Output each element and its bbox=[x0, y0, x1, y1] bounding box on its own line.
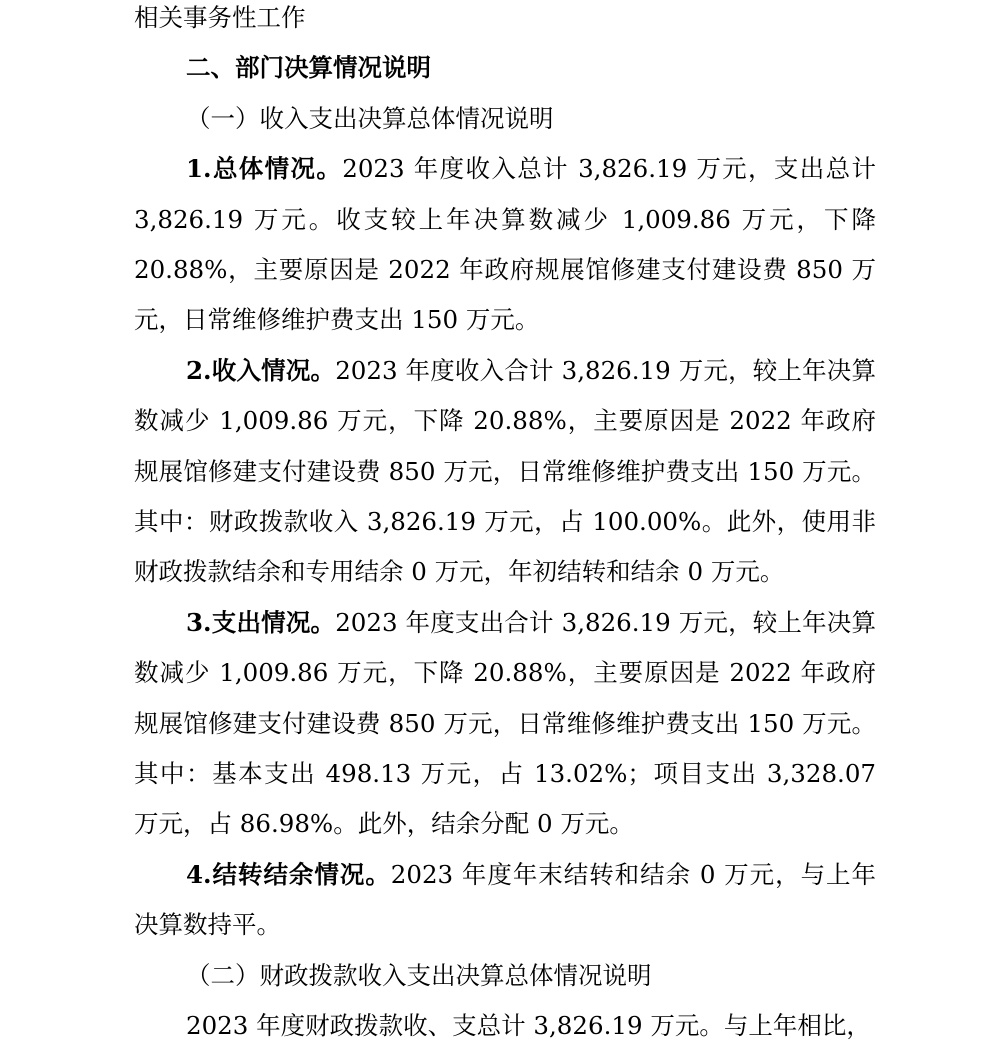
paragraph-carryover-lead: 4.结转结余情况。 bbox=[186, 859, 391, 889]
paragraph-fiscal bbox=[134, 1001, 876, 1051]
section-title: 二、部门决算情况说明 bbox=[186, 53, 431, 83]
paragraph-carryover-text: 2023 年度年末结转和结余 0 万元，与上年决算数持平。 bbox=[134, 859, 876, 940]
document-page bbox=[134, 0, 876, 1051]
paragraph-overall-lead: 1.总体情况。 bbox=[186, 154, 343, 184]
paragraph-overall-text: 2023 年度收入总计 3,826.19 万元，支出总计 3,826.19 万元。收支较上年决算数减少 1,009.86 万元，下降 20.88%，主要原因是 2022 年政府规展馆修建支付建设费 850 万元，日常维修维护费支出 150 万元。 bbox=[134, 154, 876, 335]
paragraph-expense-lead: 3.支出情况。 bbox=[186, 607, 336, 637]
paragraph-income-lead: 2.收入情况。 bbox=[186, 355, 336, 385]
paragraph-expense-text: 2023 年度支出合计 3,826.19 万元，较上年决算数减少 1,009.86 万元，下降 20.88%，主要原因是 2022 年政府规展馆修建支付建设费 850 万元，日常维修维护费支出 150 万元。其中：基本支出 498.13 万元，占 13.02%；项目支出 3,328.07 万元，占 86.98%。此外，结余分配 0 万元。 bbox=[134, 607, 876, 839]
paragraph-expense bbox=[134, 598, 876, 850]
subsection-1-title: （一）收入支出决算总体情况说明 bbox=[186, 103, 554, 133]
paragraph-overall bbox=[134, 144, 876, 346]
paragraph-income-text: 2023 年度收入合计 3,826.19 万元，较上年决算数减少 1,009.86 万元，下降 20.88%，主要原因是 2022 年政府规展馆修建支付建设费 850 万元，日常维修维护费支出 150 万元。其中：财政拨款收入 3,826.19 万元，占 100.00%。此外，使用非财政拨款结余和专用结余 0 万元，年初结转和结余 0 万元。 bbox=[134, 355, 876, 587]
paragraph-income bbox=[134, 346, 876, 598]
top-fragment: 相关事务性工作 bbox=[134, 3, 306, 32]
paragraph-fiscal-text: 2023 年度财政拨款收、支总计 3,826.19 万元。与上年相比， bbox=[186, 1011, 871, 1041]
paragraph-carryover bbox=[134, 850, 876, 951]
subsection-2-title: （二）财政拨款收入支出决算总体情况说明 bbox=[186, 960, 652, 990]
